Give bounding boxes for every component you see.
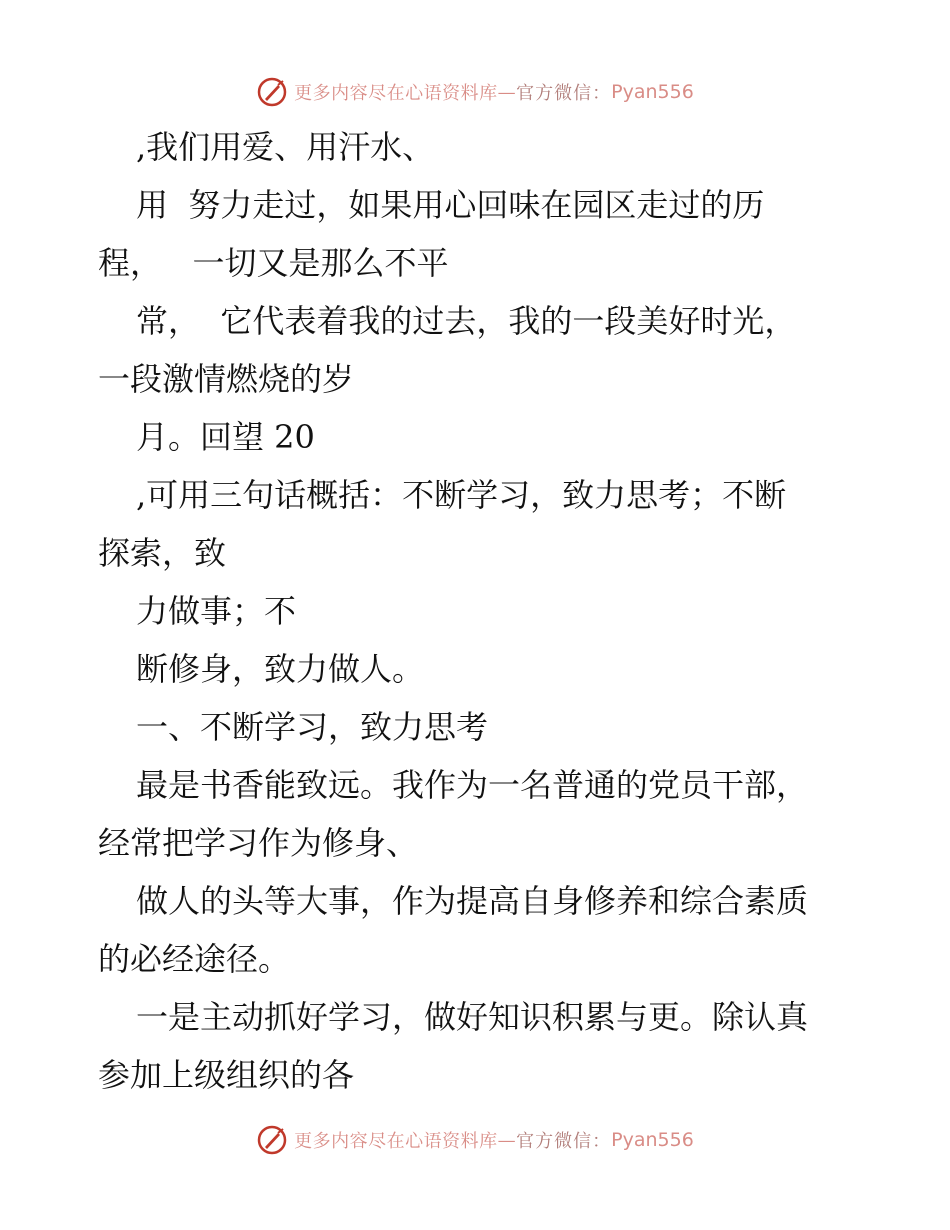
body-line: ,我们用爱、用汗水、	[136, 128, 435, 166]
header-colon: ：	[592, 83, 612, 104]
body-line: 月。回望 20	[136, 418, 315, 456]
body-line: 一段激情燃烧的岁	[98, 360, 355, 398]
body-line: 常， 它代表着我的过去，我的一段美好时光，	[136, 302, 797, 340]
body-line: 用 努力走过，如果用心回味在园区走过的历	[136, 186, 765, 224]
body-line: 参加上级组织的各	[98, 1056, 355, 1094]
body-line: 力做事；不	[136, 592, 297, 630]
footer-colon: ：	[592, 1131, 612, 1152]
document-body	[98, 118, 858, 1104]
footer-brand-text: 更多内容尽在心语资料库	[294, 1131, 498, 1152]
body-line: 经常把学习作为修身、	[98, 824, 419, 862]
header-dash: —	[497, 81, 517, 103]
body-line: ,可用三句话概括：不断学习，致力思考；不断	[136, 476, 787, 514]
footer-watermark-banner	[0, 1120, 950, 1160]
footer-account: Pyan556	[611, 1129, 694, 1151]
body-line: 探索，致	[98, 534, 227, 572]
footer-wechat-label: 官方微信	[516, 1131, 593, 1152]
header-wechat-label: 官方微信	[516, 83, 593, 104]
header-watermark-banner	[0, 72, 950, 112]
header-account: Pyan556	[611, 81, 694, 103]
body-line: 最是书香能致远。我作为一名普通的党员干部，	[136, 766, 809, 804]
body-line: 的必经途径。	[98, 940, 291, 978]
body-line: 一是主动抓好学习，做好知识积累与更。除认真	[136, 998, 809, 1036]
section-heading: 一、不断学习，致力思考	[136, 708, 489, 746]
body-line: 断修身，致力做人。	[136, 650, 425, 688]
quill-pen-logo-icon	[256, 76, 288, 108]
body-line: 程， 一切又是那么不平	[98, 244, 449, 282]
header-brand-text: 更多内容尽在心语资料库	[294, 83, 498, 104]
quill-pen-logo-icon	[256, 1124, 288, 1156]
body-line: 做人的头等大事，作为提高自身修养和综合素质	[136, 882, 809, 920]
footer-dash: —	[497, 1129, 517, 1151]
